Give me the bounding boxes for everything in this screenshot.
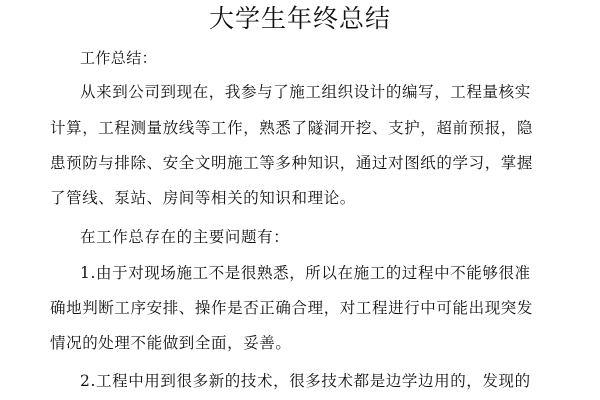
paragraph-line: 确地判断工序安排、操作是否正确合理，对工程进行中可能出现突发	[50, 299, 534, 317]
paragraph-line: 情况的处理不能做到全面，妥善。	[50, 334, 292, 352]
document-title: 大学生年终总结	[208, 4, 391, 33]
paragraph-line: 2.工程中用到很多新的技术，很多技术都是边学边用的，发现的	[80, 372, 531, 390]
paragraph-line: 从来到公司到现在，我参与了施工组织设计的编写，工程量核实	[80, 83, 531, 101]
paragraph-line: 1.由于对现场施工不是很熟悉，所以在施工的过程中不能够很准	[80, 264, 531, 282]
paragraph-line: 了管线、泵站、房间等相关的知识和理论。	[50, 189, 356, 207]
section-heading-work-summary: 工作总结：	[80, 49, 158, 67]
section-heading-main-problems: 在工作总存在的主要问题有：	[80, 228, 290, 246]
paragraph-line: 患预防与排除、安全文明施工等多种知识，通过对图纸的学习，掌握	[50, 154, 534, 172]
paragraph-line: 计算，工程测量放线等工作，熟悉了隧洞开挖、支护，超前预报，隐	[50, 119, 534, 137]
